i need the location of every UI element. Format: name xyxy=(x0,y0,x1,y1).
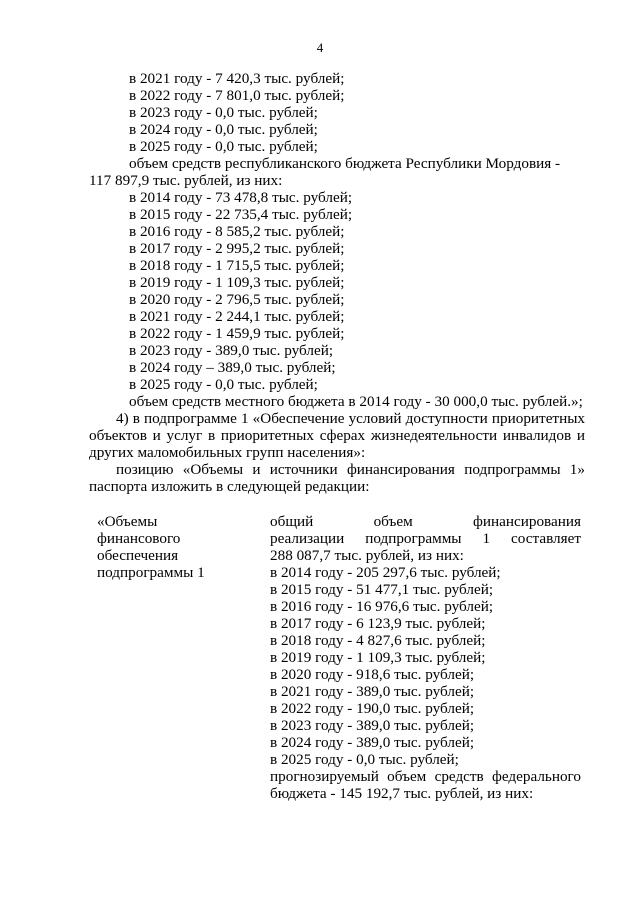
table-year-line: в 2023 году - 389,0 тыс. рублей; xyxy=(270,717,475,734)
table-year-line: в 2017 году - 6 123,9 тыс. рублей; xyxy=(270,615,486,632)
budget-year-line: в 2021 году - 7 420,3 тыс. рублей; xyxy=(129,70,345,87)
republic-year-line: в 2018 году - 1 715,5 тыс. рублей; xyxy=(129,257,345,274)
table-year-line: в 2020 году - 918,6 тыс. рублей; xyxy=(270,666,475,683)
item-4-paragraph xyxy=(89,410,585,461)
table-year-line: в 2018 году - 4 827,6 тыс. рублей; xyxy=(270,632,486,649)
table-year-line: в 2016 году - 16 976,6 тыс. рублей; xyxy=(270,598,494,615)
table-label-line: «Объемы xyxy=(97,513,158,530)
table-year-line: в 2019 году - 1 109,3 тыс. рублей; xyxy=(270,649,486,666)
republic-budget-total: 117 897,9 тыс. рублей, из них: xyxy=(89,172,283,189)
table-intro-line: реализации подпрограммы 1 составляет xyxy=(270,530,581,547)
republic-budget-years-list xyxy=(89,189,585,393)
budget-years-list xyxy=(89,70,585,155)
budget-year-line: в 2024 году - 0,0 тыс. рублей; xyxy=(129,121,318,138)
republic-year-line: в 2020 году - 2 796,5 тыс. рублей; xyxy=(129,291,345,308)
republic-year-line: в 2024 году – 389,0 тыс. рублей; xyxy=(129,359,336,376)
item-4-line: объектов и услуг в приоритетных сферах жизнедеятельности инвалидов и xyxy=(89,427,585,444)
republic-year-line: в 2022 году - 1 459,9 тыс. рублей; xyxy=(129,325,345,342)
budget-year-line: в 2023 году - 0,0 тыс. рублей; xyxy=(129,104,318,121)
republic-year-line: в 2021 году - 2 244,1 тыс. рублей; xyxy=(129,308,345,325)
table-label-line: обеспечения xyxy=(97,547,179,564)
table-year-line: в 2014 году - 205 297,6 тыс. рублей; xyxy=(270,564,501,581)
table-year-line: в 2025 году - 0,0 тыс. рублей; xyxy=(270,751,459,768)
republic-year-line: в 2019 году - 1 109,3 тыс. рублей; xyxy=(129,274,345,291)
table-federal-line: прогнозируемый объем средств федерального xyxy=(270,768,581,785)
table-intro-line: 288 087,7 тыс. рублей, из них: xyxy=(270,547,464,564)
local-budget-line: объем средств местного бюджета в 2014 году - 30 000,0 тыс. рублей.»; xyxy=(129,393,583,410)
republic-year-line: в 2016 году - 8 585,2 тыс. рублей; xyxy=(129,223,345,240)
budget-year-line: в 2025 году - 0,0 тыс. рублей; xyxy=(129,138,318,155)
table-year-line: в 2021 году - 389,0 тыс. рублей; xyxy=(270,683,475,700)
republic-year-line: в 2015 году - 22 735,4 тыс. рублей; xyxy=(129,206,353,223)
republic-year-line: в 2025 году - 0,0 тыс. рублей; xyxy=(129,376,318,393)
position-line: паспорта изложить в следующей редакции: xyxy=(89,478,370,495)
table-federal-line: бюджета - 145 192,7 тыс. рублей, из них: xyxy=(270,785,534,802)
item-4-line: 4) в подпрограмме 1 «Обеспечение условий доступности приоритетных xyxy=(116,410,585,427)
page-number: 4 xyxy=(316,40,324,55)
table-year-line: в 2024 году - 389,0 тыс. рублей; xyxy=(270,734,475,751)
item-4-line: других маломобильных групп населения»: xyxy=(89,444,366,461)
republic-budget-intro: объем средств республиканского бюджета Республики Мордовия - xyxy=(129,155,561,172)
table-year-line: в 2015 году - 51 477,1 тыс. рублей; xyxy=(270,581,494,598)
republic-year-line: в 2023 году - 389,0 тыс. рублей; xyxy=(129,342,334,359)
position-line: позицию «Объемы и источники финансирования подпрограммы 1» xyxy=(116,461,585,478)
document-body xyxy=(89,70,585,495)
budget-year-line: в 2022 году - 7 801,0 тыс. рублей; xyxy=(129,87,345,104)
table-label-line: подпрограммы 1 xyxy=(97,564,205,581)
table-year-line: в 2022 году - 190,0 тыс. рублей; xyxy=(270,700,475,717)
table-label-line: финансового xyxy=(97,530,181,547)
passport-table-value-cell xyxy=(270,513,581,802)
republic-year-line: в 2014 году - 73 478,8 тыс. рублей; xyxy=(129,189,353,206)
position-paragraph xyxy=(89,461,585,495)
republic-year-line: в 2017 году - 2 995,2 тыс. рублей; xyxy=(129,240,345,257)
table-intro-line: общий объем финансирования xyxy=(270,513,581,530)
passport-table-label-cell xyxy=(97,513,257,581)
